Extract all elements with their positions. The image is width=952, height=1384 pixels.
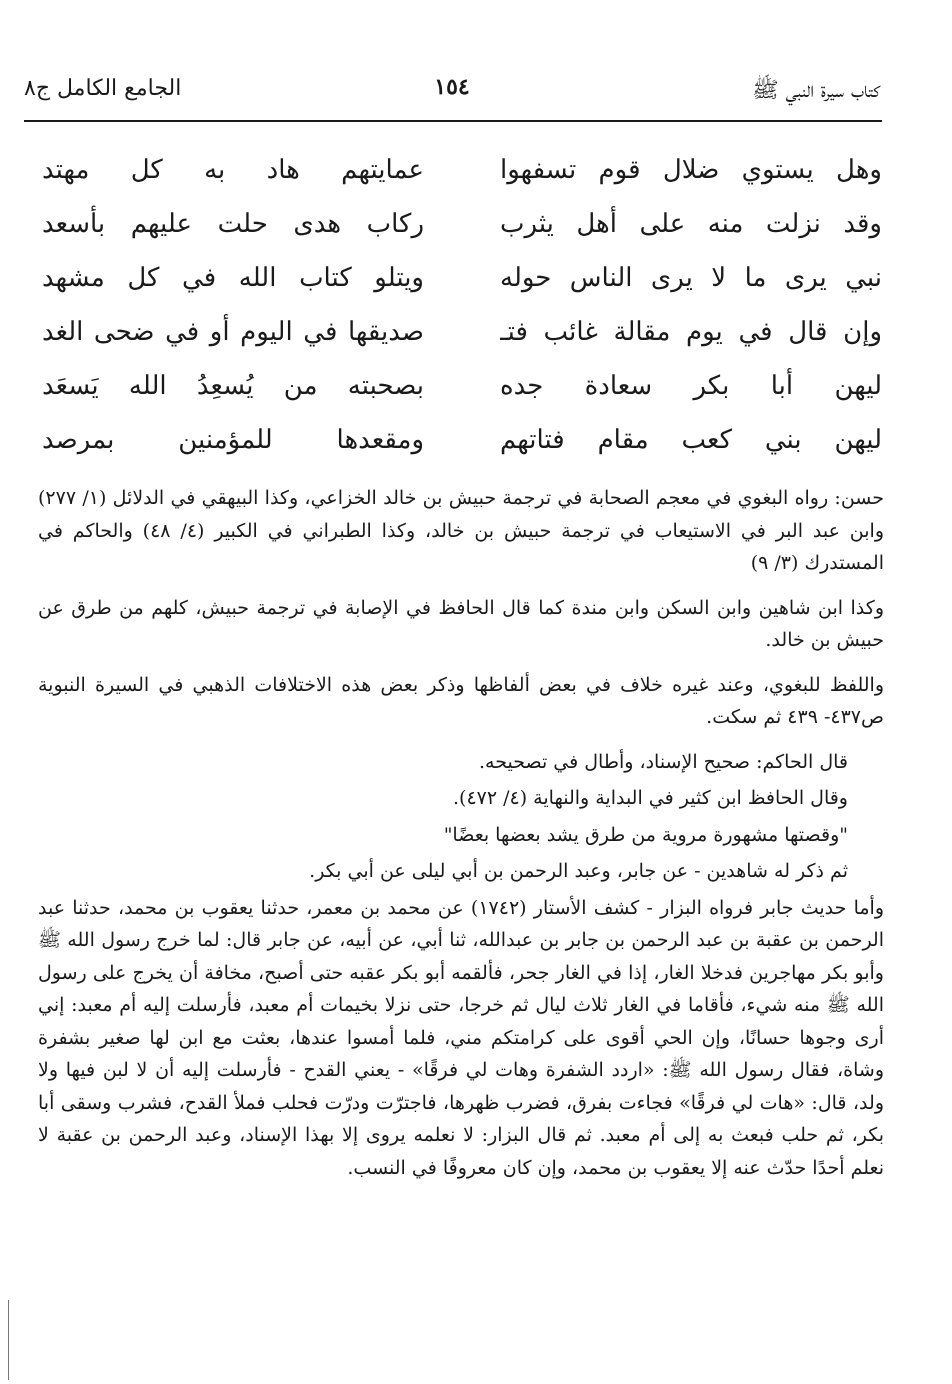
commentary-text bbox=[38, 482, 884, 1184]
ibn-kathir-quote: "وقصتها مشهورة مروية من طرق يشد بعضها بعضًا" bbox=[443, 823, 848, 846]
poem-verse bbox=[42, 256, 882, 310]
header-book-title: كتاب سيرة النبي ﷺ bbox=[752, 78, 880, 103]
takhrij-paragraph: حسن: رواه البغوي في معجم الصحابة في ترجمة حبيش بن خالد الخزاعي، وكذا البيهقي في الدلائل (١/ ٢٧٧) وابن عبد البر في الاستيعاب في ترجمة حبيش بن خالد، وكذا الطبراني في الكبير (٤/ ٤٨) والحاكم في المستدرك (٣/ ٩) bbox=[38, 487, 884, 574]
verse-first-hemistich: ليهن بني كعب مقام فتاتهم bbox=[500, 425, 882, 455]
takhrij-paragraph: واللفظ للبغوي، وعند غيره خلاف في بعض ألفاظها وذكر بعض هذه الاختلافات الذهبي في السيرة النبوية ص٤٣٧- ٤٣٩ ثم سكت. bbox=[38, 673, 884, 728]
verse-first-hemistich: وقد نزلت منه على أهل يثرب bbox=[500, 209, 882, 239]
verse-second-hemistich: ويتلو كتاب الله في كل مشهد bbox=[42, 263, 424, 293]
header-volume-title: الجامع الكامل ج٨ bbox=[24, 76, 182, 101]
verse-second-hemistich: صديقها في اليوم أو في ضحى الغد bbox=[42, 317, 424, 347]
verse-first-hemistich: نبي يرى ما لا يرى الناس حوله bbox=[500, 263, 882, 293]
verse-first-hemistich: وإن قال في يوم مقالة غائب فتـ bbox=[500, 317, 882, 347]
poem bbox=[42, 148, 882, 472]
running-header bbox=[24, 70, 880, 116]
poem-verse bbox=[42, 310, 882, 364]
verse-second-hemistich: ومقعدها للمؤمنين بمرصد bbox=[42, 425, 424, 455]
verse-second-hemistich: عمايتهم هاد به كل مهتد bbox=[42, 155, 424, 185]
jabir-hadith-paragraph: وأما حديث جابر فرواه البزار - كشف الأستار (١٧٤٢) عن محمد بن معمر، حدثنا يعقوب بن محمد، حدثنا عبد الرحمن بن عقبة بن عبد الرحمن بن جابر بن عبدالله، ثنا أبي، عن أبيه، عن جابر قال: لما خرج رسول الله ﷺ وأبو بكر مهاجرين فدخلا الغار، إذا في الغار جحر، فألقمه أبو بكر عقبه حتى أصبح، مخافة أن يخرج على رسول الله ﷺ منه شيء، فأقاما في الغار ثلاث ليال ثم خرجا، حتى نزلا بخيمات أم معبد، فأرسلت إليه أم معبد: إني أرى وجوها حسانًا، وإن الحي أقوى على كرامتكم مني، فلما أمسوا عندها، بعثت مع ابن لها صغير بشفرة وشاة، فقال رسول الله ﷺ: «اردد الشفرة وهات لي فرقًا» - يعني القدح - فأرسلت إليه أن لا لبن فيها ولا ولد، قال: «هات لي فرقًا» فجاءت بفرق، فضرب ظهرها، فاجترّت ودرّت فحلب فملأ القدح، فشرب وسقى أبا بكر، ثم حلب فبعث به إلى أم معبد. ثم قال البزار: لا نعلمه يروى إلا بهذا الإسناد، وعبد الرحمن بن عقبة لا نعلم أحدًا حدّث عنه إلا يعقوب بن محمد، وإن كان معروفًا في النسب. bbox=[38, 896, 884, 1179]
witnesses-note: ثم ذكر له شاهدين - عن جابر، وعبد الرحمن بن أبي ليلى عن أبي بكر. bbox=[309, 860, 848, 882]
poem-verse bbox=[42, 202, 882, 256]
margin-crop-mark bbox=[8, 1300, 9, 1380]
poem-verse bbox=[42, 148, 882, 202]
verse-first-hemistich: وهل يستوي ضلال قوم تسفهوا bbox=[500, 155, 882, 185]
page-number: ١٥٤ bbox=[434, 74, 470, 100]
verse-first-hemistich: ليهن أبا بكر سعادة جده bbox=[500, 371, 882, 401]
poem-verse bbox=[42, 418, 882, 472]
takhrij-paragraph: وكذا ابن شاهين وابن السكن وابن مندة كما قال الحافظ في الإصابة في ترجمة حبيش، كلهم من طرق عن حبيش بن خالد. bbox=[38, 596, 884, 651]
poem-verse bbox=[42, 364, 882, 418]
ibn-kathir-reference: وقال الحافظ ابن كثير في البداية والنهاية (٤/ ٤٧٢). bbox=[452, 787, 848, 809]
verse-second-hemistich: بصحبته من يُسعِدُ الله يَسعَد bbox=[42, 371, 424, 401]
verse-second-hemistich: ركاب هدى حلت عليهم بأسعد bbox=[42, 209, 424, 239]
hakim-grading: قال الحاكم: صحيح الإسناد، وأطال في تصحيحه. bbox=[478, 750, 848, 773]
header-rule bbox=[24, 120, 882, 122]
